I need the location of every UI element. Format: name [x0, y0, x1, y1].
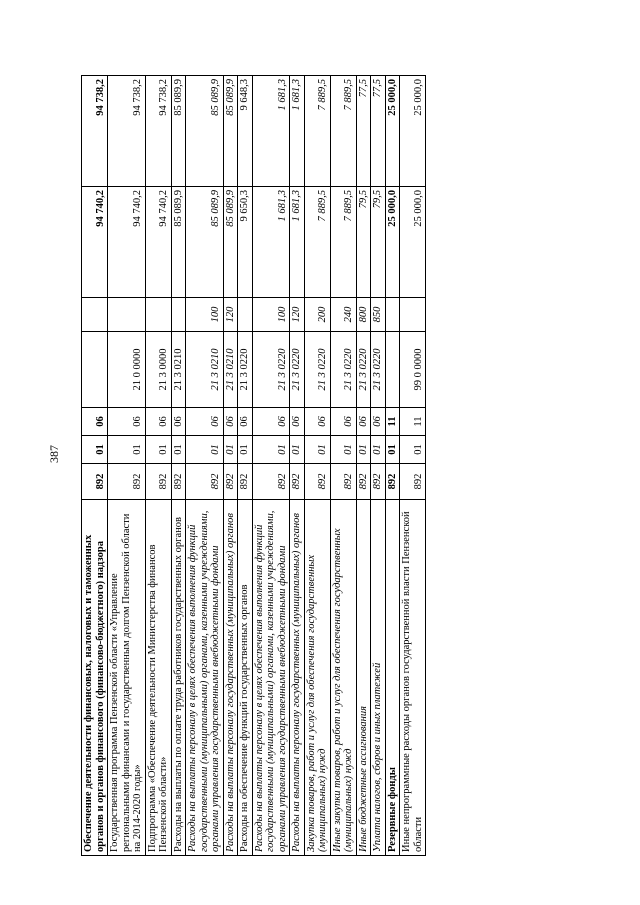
- section-code: 01: [252, 436, 290, 464]
- page-number: 387: [47, 445, 61, 463]
- table-row: [108, 76, 146, 856]
- ministry-code: 892: [238, 464, 253, 500]
- ministry-code: 892: [223, 464, 238, 500]
- expense-type-code: 240: [330, 298, 356, 332]
- target-article-code: 21 3 0220: [356, 332, 371, 408]
- subsection-code: 06: [290, 408, 305, 436]
- subsection-code: 06: [82, 408, 108, 436]
- row-name: Расходы на выплаты персоналу государственных (муниципальных) органов: [290, 500, 305, 856]
- amount-year-2: 85 089,9: [186, 76, 224, 187]
- amount-year-2: 7 889,5: [330, 76, 356, 187]
- ministry-code: 892: [186, 464, 224, 500]
- ministry-code: 892: [252, 464, 290, 500]
- table-row: [330, 76, 356, 856]
- row-name: Расходы на выплаты персоналу в целях обеспечения выполнения функций государственными (муниципальными) органами, казенными учреждениями, органами управления государственными внебюджетными фондами: [186, 500, 224, 856]
- ministry-code: 892: [82, 464, 108, 500]
- amount-year-1: 7 889,5: [330, 187, 356, 298]
- ministry-code: 892: [400, 464, 426, 500]
- expense-type-code: 100: [186, 298, 224, 332]
- subsection-code: 06: [371, 408, 386, 436]
- amount-year-2: 94 738,2: [82, 76, 108, 187]
- table-row: [171, 76, 186, 856]
- expense-type-code: 200: [304, 298, 330, 332]
- expense-type-code: 120: [223, 298, 238, 332]
- amount-year-2: 1 681,3: [252, 76, 290, 187]
- expense-type-code: 100: [252, 298, 290, 332]
- ministry-code: 892: [171, 464, 186, 500]
- row-name: Иные бюджетные ассигнования: [356, 500, 371, 856]
- target-article-code: 21 3 0210: [186, 332, 224, 408]
- ministry-code: 892: [385, 464, 400, 500]
- expense-type-code: 800: [356, 298, 371, 332]
- amount-year-1: 9 650,3: [238, 187, 253, 298]
- amount-year-1: 79,5: [371, 187, 386, 298]
- section-code: 01: [400, 436, 426, 464]
- amount-year-2: 25 000,0: [400, 76, 426, 187]
- section-code: 01: [223, 436, 238, 464]
- row-name: Расходы на выплаты по оплате труда работников государственных органов: [171, 500, 186, 856]
- row-name: Иные непрограммные расходы органов государственной власти Пензенской области: [400, 500, 426, 856]
- expense-type-code: [238, 298, 253, 332]
- row-name: Подпрограмма «Обеспечение деятельности Министерства финансов Пензенской области»: [145, 500, 171, 856]
- subsection-code: 06: [186, 408, 224, 436]
- row-name: Уплата налогов, сборов и иных платежей: [371, 500, 386, 856]
- amount-year-2: 77,5: [356, 76, 371, 187]
- table-row: [186, 76, 224, 856]
- row-name: Расходы на обеспечение функций государственных органов: [238, 500, 253, 856]
- table-row: [238, 76, 253, 856]
- subsection-code: 06: [171, 408, 186, 436]
- expense-type-code: 850: [371, 298, 386, 332]
- target-article-code: 21 0 0000: [108, 332, 146, 408]
- expense-type-code: [385, 298, 400, 332]
- target-article-code: 21 3 0000: [145, 332, 171, 408]
- amount-year-1: 94 740,2: [145, 187, 171, 298]
- section-code: 01: [82, 436, 108, 464]
- subsection-code: 06: [108, 408, 146, 436]
- section-code: 01: [145, 436, 171, 464]
- ministry-code: 892: [304, 464, 330, 500]
- subsection-code: 06: [223, 408, 238, 436]
- amount-year-2: 9 648,3: [238, 76, 253, 187]
- ministry-code: 892: [371, 464, 386, 500]
- target-article-code: 21 3 0210: [223, 332, 238, 408]
- expense-type-code: [145, 298, 171, 332]
- subsection-code: 11: [400, 408, 426, 436]
- target-article-code: 21 3 0220: [304, 332, 330, 408]
- table-row: [371, 76, 386, 856]
- subsection-code: 06: [330, 408, 356, 436]
- amount-year-1: 1 681,3: [252, 187, 290, 298]
- subsection-code: 06: [252, 408, 290, 436]
- table-row: [252, 76, 290, 856]
- table-row: [356, 76, 371, 856]
- ministry-code: 892: [290, 464, 305, 500]
- amount-year-1: 79,5: [356, 187, 371, 298]
- section-code: 01: [304, 436, 330, 464]
- row-name: Резервные фонды: [385, 500, 400, 856]
- expense-type-code: [400, 298, 426, 332]
- rotated-page-content: [81, 76, 559, 856]
- target-article-code: 21 3 0220: [330, 332, 356, 408]
- row-name: Закупка товаров, работ и услуг для обеспечения государственных (муниципальных) нужд: [304, 500, 330, 856]
- target-article-code: 21 3 0220: [238, 332, 253, 408]
- target-article-code: 21 3 0210: [171, 332, 186, 408]
- expense-type-code: [108, 298, 146, 332]
- section-code: 01: [356, 436, 371, 464]
- table-row: [400, 76, 426, 856]
- amount-year-1: 25 000,0: [385, 187, 400, 298]
- subsection-code: 06: [238, 408, 253, 436]
- ministry-code: 892: [108, 464, 146, 500]
- row-name: Обеспечение деятельности финансовых, налоговых и таможенных органов и органов финансового (финансово-бюджетного) надзора: [82, 500, 108, 856]
- section-code: 01: [238, 436, 253, 464]
- row-name: Государственная программа Пензенской области «Управление региональными финансами и государственным долгом Пензенской области на 2014-2020 годы»: [108, 500, 146, 856]
- subsection-code: 06: [356, 408, 371, 436]
- amount-year-2: 7 889,5: [304, 76, 330, 187]
- row-name: Расходы на выплаты персоналу государственных (муниципальных) органов: [223, 500, 238, 856]
- ministry-code: 892: [330, 464, 356, 500]
- amount-year-2: 94 738,2: [145, 76, 171, 187]
- section-code: 01: [371, 436, 386, 464]
- amount-year-2: 77,5: [371, 76, 386, 187]
- amount-year-2: 1 681,3: [290, 76, 305, 187]
- expense-type-code: [82, 298, 108, 332]
- amount-year-1: 85 089,9: [223, 187, 238, 298]
- target-article-code: [385, 332, 400, 408]
- amount-year-1: 1 681,3: [290, 187, 305, 298]
- expense-type-code: [171, 298, 186, 332]
- subsection-code: 06: [304, 408, 330, 436]
- target-article-code: 99 0 0000: [400, 332, 426, 408]
- table-row: [385, 76, 400, 856]
- amount-year-1: 25 000,0: [400, 187, 426, 298]
- row-name: Иные закупки товаров, работ и услуг для обеспечения государственных (муниципальных) нужд: [330, 500, 356, 856]
- amount-year-1: 85 089,9: [171, 187, 186, 298]
- target-article-code: 21 3 0220: [290, 332, 305, 408]
- ministry-code: 892: [356, 464, 371, 500]
- section-code: 01: [108, 436, 146, 464]
- table-row: [290, 76, 305, 856]
- expense-type-code: 120: [290, 298, 305, 332]
- table-row: [223, 76, 238, 856]
- amount-year-1: 94 740,2: [108, 187, 146, 298]
- amount-year-2: 85 089,9: [171, 76, 186, 187]
- section-code: 01: [186, 436, 224, 464]
- table-row: [304, 76, 330, 856]
- subsection-code: 06: [145, 408, 171, 436]
- section-code: 01: [330, 436, 356, 464]
- budget-table-body: [82, 76, 426, 856]
- ministry-code: 892: [145, 464, 171, 500]
- amount-year-2: 85 089,9: [223, 76, 238, 187]
- target-article-code: 21 3 0220: [371, 332, 386, 408]
- section-code: 01: [290, 436, 305, 464]
- section-code: 01: [385, 436, 400, 464]
- amount-year-1: 94 740,2: [82, 187, 108, 298]
- table-row: [145, 76, 171, 856]
- target-article-code: 21 3 0220: [252, 332, 290, 408]
- row-name: Расходы на выплаты персоналу в целях обеспечения выполнения функций государственными (муниципальными) органами, казенными учреждениями, органами управления государственными внебюджетными фондами: [252, 500, 290, 856]
- subsection-code: 11: [385, 408, 400, 436]
- amount-year-1: 85 089,9: [186, 187, 224, 298]
- amount-year-2: 25 000,0: [385, 76, 400, 187]
- target-article-code: [82, 332, 108, 408]
- section-code: 01: [171, 436, 186, 464]
- amount-year-1: 7 889,5: [304, 187, 330, 298]
- amount-year-2: 94 738,2: [108, 76, 146, 187]
- table-row: [82, 76, 108, 856]
- budget-table: [81, 75, 426, 856]
